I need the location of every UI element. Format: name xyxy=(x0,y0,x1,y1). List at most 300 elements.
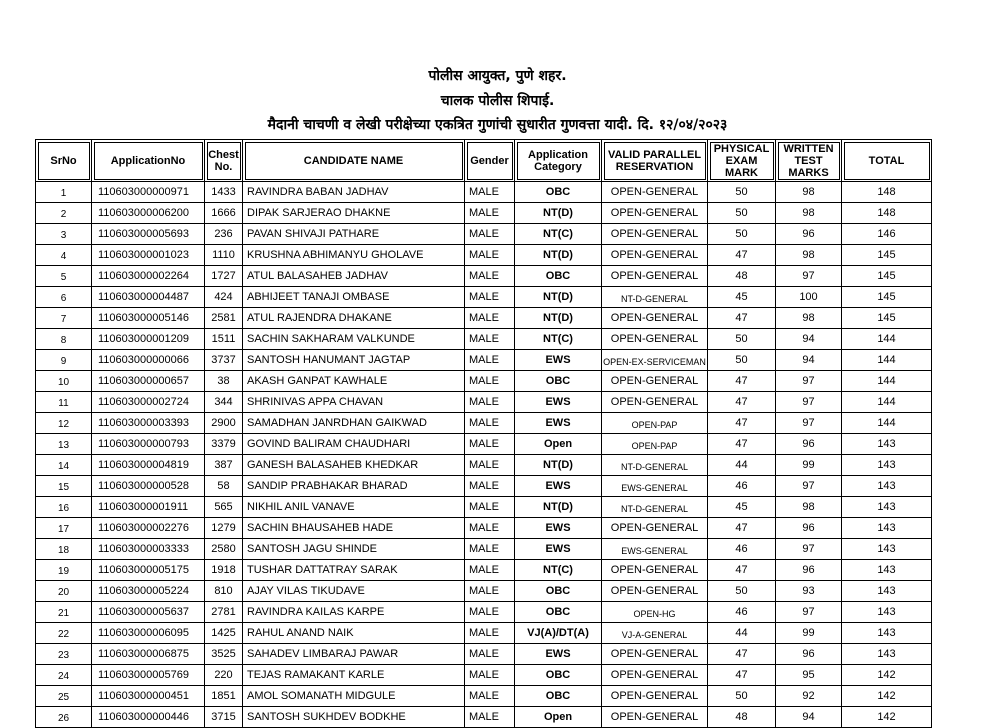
cell-chest-no: 1511 xyxy=(205,329,243,350)
cell-reservation: OPEN-GENERAL xyxy=(602,392,708,413)
cell-written-mark: 98 xyxy=(776,308,842,329)
cell-gender: MALE xyxy=(465,434,515,455)
cell-category: NT(C) xyxy=(515,224,602,245)
cell-physical-mark: 47 xyxy=(708,371,776,392)
cell-candidate-name: RAHUL ANAND NAIK xyxy=(243,623,465,644)
cell-physical-mark: 50 xyxy=(708,686,776,707)
cell-total: 143 xyxy=(842,644,932,665)
cell-gender: MALE xyxy=(465,392,515,413)
cell-application-no: 110603000005224 xyxy=(92,581,205,602)
cell-gender: MALE xyxy=(465,224,515,245)
cell-candidate-name: ATUL RAJENDRA DHAKANE xyxy=(243,308,465,329)
cell-physical-mark: 44 xyxy=(708,455,776,476)
cell-written-mark: 97 xyxy=(776,392,842,413)
cell-srno: 16 xyxy=(36,497,92,518)
cell-srno: 18 xyxy=(36,539,92,560)
cell-reservation: OPEN-GENERAL xyxy=(602,182,708,203)
cell-total: 142 xyxy=(842,686,932,707)
cell-gender: MALE xyxy=(465,539,515,560)
cell-reservation: OPEN-GENERAL xyxy=(602,329,708,350)
cell-gender: MALE xyxy=(465,266,515,287)
cell-category: OBC xyxy=(515,665,602,686)
cell-chest-no: 1425 xyxy=(205,623,243,644)
cell-candidate-name: AKASH GANPAT KAWHALE xyxy=(243,371,465,392)
cell-chest-no: 2581 xyxy=(205,308,243,329)
cell-physical-mark: 47 xyxy=(708,560,776,581)
cell-candidate-name: TUSHAR DATTATRAY SARAK xyxy=(243,560,465,581)
cell-written-mark: 93 xyxy=(776,581,842,602)
cell-application-no: 110603000000657 xyxy=(92,371,205,392)
cell-candidate-name: SANTOSH SUKHDEV BODKHE xyxy=(243,707,465,728)
cell-physical-mark: 48 xyxy=(708,266,776,287)
cell-application-no: 110603000000446 xyxy=(92,707,205,728)
cell-written-mark: 97 xyxy=(776,266,842,287)
cell-physical-mark: 45 xyxy=(708,287,776,308)
cell-application-no: 110603000000528 xyxy=(92,476,205,497)
cell-total: 148 xyxy=(842,182,932,203)
cell-gender: MALE xyxy=(465,497,515,518)
col-header-category: Application Category xyxy=(515,140,602,182)
cell-srno: 7 xyxy=(36,308,92,329)
cell-total: 143 xyxy=(842,455,932,476)
cell-application-no: 110603000004819 xyxy=(92,455,205,476)
cell-srno: 20 xyxy=(36,581,92,602)
cell-physical-mark: 47 xyxy=(708,518,776,539)
cell-candidate-name: SHRINIVAS APPA CHAVAN xyxy=(243,392,465,413)
cell-application-no: 110603000003393 xyxy=(92,413,205,434)
cell-chest-no: 344 xyxy=(205,392,243,413)
cell-reservation: OPEN-GENERAL xyxy=(602,665,708,686)
cell-category: OBC xyxy=(515,602,602,623)
col-header-reservation: VALID PARALLEL RESERVATION xyxy=(602,140,708,182)
cell-category: Open xyxy=(515,434,602,455)
cell-written-mark: 96 xyxy=(776,560,842,581)
cell-chest-no: 1110 xyxy=(205,245,243,266)
cell-chest-no: 3525 xyxy=(205,644,243,665)
table-row xyxy=(36,266,932,287)
cell-written-mark: 94 xyxy=(776,329,842,350)
cell-candidate-name: SACHIN SAKHARAM VALKUNDE xyxy=(243,329,465,350)
cell-category: NT(D) xyxy=(515,245,602,266)
cell-application-no: 110603000002276 xyxy=(92,518,205,539)
cell-category: OBC xyxy=(515,266,602,287)
cell-candidate-name: SAHADEV LIMBARAJ PAWAR xyxy=(243,644,465,665)
cell-total: 144 xyxy=(842,350,932,371)
table-row xyxy=(36,581,932,602)
cell-chest-no: 3715 xyxy=(205,707,243,728)
cell-physical-mark: 50 xyxy=(708,224,776,245)
cell-reservation: OPEN-GENERAL xyxy=(602,560,708,581)
cell-candidate-name: SAMADHAN JANRDHAN GAIKWAD xyxy=(243,413,465,434)
cell-total: 145 xyxy=(842,245,932,266)
cell-physical-mark: 48 xyxy=(708,707,776,728)
cell-candidate-name: SANTOSH JAGU SHINDE xyxy=(243,539,465,560)
cell-application-no: 110603000005637 xyxy=(92,602,205,623)
cell-chest-no: 2781 xyxy=(205,602,243,623)
cell-candidate-name: SACHIN BHAUSAHEB HADE xyxy=(243,518,465,539)
merit-list-table xyxy=(35,139,932,728)
cell-written-mark: 97 xyxy=(776,602,842,623)
cell-total: 143 xyxy=(842,497,932,518)
cell-category: NT(D) xyxy=(515,455,602,476)
cell-reservation: OPEN-GENERAL xyxy=(602,686,708,707)
cell-gender: MALE xyxy=(465,665,515,686)
cell-gender: MALE xyxy=(465,455,515,476)
table-row xyxy=(36,392,932,413)
post-title: चालक पोलीस शिपाई. xyxy=(440,93,555,109)
cell-application-no: 110603000001023 xyxy=(92,245,205,266)
cell-reservation: OPEN-HG xyxy=(602,602,708,623)
table-header-row xyxy=(36,140,932,182)
cell-category: NT(D) xyxy=(515,203,602,224)
cell-reservation: OPEN-GENERAL xyxy=(602,308,708,329)
table-row xyxy=(36,665,932,686)
cell-gender: MALE xyxy=(465,476,515,497)
cell-srno: 26 xyxy=(36,707,92,728)
cell-application-no: 110603000005693 xyxy=(92,224,205,245)
cell-chest-no: 3379 xyxy=(205,434,243,455)
cell-reservation: VJ-A-GENERAL xyxy=(602,623,708,644)
cell-physical-mark: 50 xyxy=(708,203,776,224)
cell-reservation: NT-D-GENERAL xyxy=(602,455,708,476)
cell-gender: MALE xyxy=(465,518,515,539)
table-row xyxy=(36,287,932,308)
cell-total: 144 xyxy=(842,392,932,413)
cell-written-mark: 97 xyxy=(776,539,842,560)
col-header-written-mark: WRITTEN TEST MARKS xyxy=(776,140,842,182)
cell-srno: 10 xyxy=(36,371,92,392)
cell-physical-mark: 47 xyxy=(708,392,776,413)
cell-physical-mark: 47 xyxy=(708,665,776,686)
cell-written-mark: 98 xyxy=(776,497,842,518)
cell-physical-mark: 47 xyxy=(708,413,776,434)
cell-reservation: OPEN-GENERAL xyxy=(602,245,708,266)
cell-application-no: 110603000005146 xyxy=(92,308,205,329)
cell-gender: MALE xyxy=(465,245,515,266)
col-header-srno: SrNo xyxy=(36,140,92,182)
cell-category: EWS xyxy=(515,539,602,560)
cell-total: 144 xyxy=(842,371,932,392)
cell-application-no: 110603000003333 xyxy=(92,539,205,560)
cell-category: OBC xyxy=(515,581,602,602)
cell-srno: 21 xyxy=(36,602,92,623)
cell-reservation: OPEN-GENERAL xyxy=(602,644,708,665)
cell-gender: MALE xyxy=(465,602,515,623)
table-row xyxy=(36,203,932,224)
cell-physical-mark: 50 xyxy=(708,182,776,203)
table-row xyxy=(36,350,932,371)
cell-written-mark: 96 xyxy=(776,224,842,245)
table-row xyxy=(36,434,932,455)
cell-candidate-name: TEJAS RAMAKANT KARLE xyxy=(243,665,465,686)
cell-gender: MALE xyxy=(465,413,515,434)
cell-category: EWS xyxy=(515,350,602,371)
cell-srno: 3 xyxy=(36,224,92,245)
cell-written-mark: 99 xyxy=(776,455,842,476)
table-row xyxy=(36,497,932,518)
col-header-physical-mark: PHYSICAL EXAM MARK xyxy=(708,140,776,182)
cell-written-mark: 97 xyxy=(776,476,842,497)
cell-category: VJ(A)/DT(A) xyxy=(515,623,602,644)
cell-category: OBC xyxy=(515,182,602,203)
cell-reservation: NT-D-GENERAL xyxy=(602,497,708,518)
cell-total: 143 xyxy=(842,560,932,581)
table-row xyxy=(36,182,932,203)
table-row xyxy=(36,560,932,581)
col-header-total: TOTAL xyxy=(842,140,932,182)
cell-total: 143 xyxy=(842,434,932,455)
cell-reservation: OPEN-GENERAL xyxy=(602,224,708,245)
cell-written-mark: 99 xyxy=(776,623,842,644)
cell-total: 145 xyxy=(842,266,932,287)
office-title: पोलीस आयुक्त, पुणे शहर. xyxy=(428,68,567,84)
col-header-chest-no: Chest No. xyxy=(205,140,243,182)
cell-total: 144 xyxy=(842,329,932,350)
table-row xyxy=(36,644,932,665)
cell-srno: 17 xyxy=(36,518,92,539)
cell-written-mark: 97 xyxy=(776,371,842,392)
cell-written-mark: 96 xyxy=(776,644,842,665)
table-row xyxy=(36,623,932,644)
cell-written-mark: 96 xyxy=(776,518,842,539)
cell-gender: MALE xyxy=(465,182,515,203)
cell-candidate-name: AJAY VILAS TIKUDAVE xyxy=(243,581,465,602)
cell-written-mark: 96 xyxy=(776,434,842,455)
cell-chest-no: 810 xyxy=(205,581,243,602)
cell-candidate-name: RAVINDRA KAILAS KARPE xyxy=(243,602,465,623)
cell-total: 143 xyxy=(842,476,932,497)
cell-physical-mark: 47 xyxy=(708,434,776,455)
cell-application-no: 110603000000971 xyxy=(92,182,205,203)
cell-srno: 2 xyxy=(36,203,92,224)
cell-candidate-name: GOVIND BALIRAM CHAUDHARI xyxy=(243,434,465,455)
cell-reservation: NT-D-GENERAL xyxy=(602,287,708,308)
cell-category: EWS xyxy=(515,644,602,665)
cell-srno: 24 xyxy=(36,665,92,686)
cell-chest-no: 1433 xyxy=(205,182,243,203)
cell-gender: MALE xyxy=(465,581,515,602)
table-row xyxy=(36,518,932,539)
cell-chest-no: 3737 xyxy=(205,350,243,371)
cell-srno: 25 xyxy=(36,686,92,707)
cell-chest-no: 424 xyxy=(205,287,243,308)
cell-srno: 5 xyxy=(36,266,92,287)
cell-candidate-name: KRUSHNA ABHIMANYU GHOLAVE xyxy=(243,245,465,266)
cell-gender: MALE xyxy=(465,350,515,371)
cell-application-no: 110603000000066 xyxy=(92,350,205,371)
cell-candidate-name: RAVINDRA BABAN JADHAV xyxy=(243,182,465,203)
table-row xyxy=(36,371,932,392)
cell-gender: MALE xyxy=(465,329,515,350)
cell-srno: 11 xyxy=(36,392,92,413)
cell-srno: 14 xyxy=(36,455,92,476)
cell-total: 143 xyxy=(842,623,932,644)
cell-candidate-name: GANESH BALASAHEB KHEDKAR xyxy=(243,455,465,476)
cell-physical-mark: 46 xyxy=(708,476,776,497)
table-body xyxy=(36,182,932,728)
cell-gender: MALE xyxy=(465,623,515,644)
cell-gender: MALE xyxy=(465,287,515,308)
cell-category: NT(D) xyxy=(515,308,602,329)
cell-category: EWS xyxy=(515,518,602,539)
cell-reservation: OPEN-PAP xyxy=(602,434,708,455)
cell-physical-mark: 46 xyxy=(708,539,776,560)
cell-chest-no: 1851 xyxy=(205,686,243,707)
cell-candidate-name: ABHIJEET TANAJI OMBASE xyxy=(243,287,465,308)
cell-chest-no: 236 xyxy=(205,224,243,245)
cell-application-no: 110603000001209 xyxy=(92,329,205,350)
cell-srno: 4 xyxy=(36,245,92,266)
cell-gender: MALE xyxy=(465,686,515,707)
cell-total: 144 xyxy=(842,413,932,434)
cell-chest-no: 1727 xyxy=(205,266,243,287)
cell-candidate-name: PAVAN SHIVAJI PATHARE xyxy=(243,224,465,245)
cell-reservation: OPEN-GENERAL xyxy=(602,203,708,224)
cell-gender: MALE xyxy=(465,707,515,728)
cell-reservation: EWS-GENERAL xyxy=(602,476,708,497)
cell-reservation: EWS-GENERAL xyxy=(602,539,708,560)
cell-srno: 15 xyxy=(36,476,92,497)
cell-category: NT(C) xyxy=(515,560,602,581)
cell-total: 143 xyxy=(842,581,932,602)
cell-written-mark: 97 xyxy=(776,413,842,434)
cell-written-mark: 98 xyxy=(776,182,842,203)
table-row xyxy=(36,224,932,245)
cell-physical-mark: 45 xyxy=(708,497,776,518)
cell-candidate-name: NIKHIL ANIL VANAVE xyxy=(243,497,465,518)
table-row xyxy=(36,476,932,497)
table-row xyxy=(36,707,932,728)
cell-total: 142 xyxy=(842,707,932,728)
cell-chest-no: 565 xyxy=(205,497,243,518)
cell-srno: 22 xyxy=(36,623,92,644)
cell-written-mark: 94 xyxy=(776,707,842,728)
cell-srno: 6 xyxy=(36,287,92,308)
cell-srno: 23 xyxy=(36,644,92,665)
cell-gender: MALE xyxy=(465,203,515,224)
cell-application-no: 110603000006875 xyxy=(92,644,205,665)
cell-physical-mark: 50 xyxy=(708,350,776,371)
table-row xyxy=(36,455,932,476)
col-header-gender: Gender xyxy=(465,140,515,182)
cell-candidate-name: DIPAK SARJERAO DHAKNE xyxy=(243,203,465,224)
cell-candidate-name: AMOL SOMANATH MIDGULE xyxy=(243,686,465,707)
cell-reservation: OPEN-GENERAL xyxy=(602,518,708,539)
table-row xyxy=(36,602,932,623)
cell-category: EWS xyxy=(515,476,602,497)
table-row xyxy=(36,329,932,350)
cell-total: 145 xyxy=(842,308,932,329)
cell-candidate-name: SANTOSH HANUMANT JAGTAP xyxy=(243,350,465,371)
cell-srno: 1 xyxy=(36,182,92,203)
cell-physical-mark: 50 xyxy=(708,329,776,350)
cell-written-mark: 98 xyxy=(776,245,842,266)
cell-application-no: 110603000004487 xyxy=(92,287,205,308)
cell-physical-mark: 44 xyxy=(708,623,776,644)
cell-total: 142 xyxy=(842,665,932,686)
cell-total: 143 xyxy=(842,539,932,560)
cell-category: NT(D) xyxy=(515,497,602,518)
cell-reservation: OPEN-PAP xyxy=(602,413,708,434)
cell-chest-no: 220 xyxy=(205,665,243,686)
cell-srno: 8 xyxy=(36,329,92,350)
cell-chest-no: 1279 xyxy=(205,518,243,539)
table-row xyxy=(36,539,932,560)
cell-srno: 19 xyxy=(36,560,92,581)
cell-category: NT(C) xyxy=(515,329,602,350)
col-header-application-no: ApplicationNo xyxy=(92,140,205,182)
cell-gender: MALE xyxy=(465,308,515,329)
cell-gender: MALE xyxy=(465,371,515,392)
cell-physical-mark: 47 xyxy=(708,644,776,665)
cell-application-no: 110603000005175 xyxy=(92,560,205,581)
cell-chest-no: 2580 xyxy=(205,539,243,560)
cell-chest-no: 387 xyxy=(205,455,243,476)
cell-application-no: 110603000006095 xyxy=(92,623,205,644)
cell-reservation: OPEN-GENERAL xyxy=(602,371,708,392)
cell-physical-mark: 46 xyxy=(708,602,776,623)
cell-reservation: OPEN-GENERAL xyxy=(602,707,708,728)
cell-gender: MALE xyxy=(465,560,515,581)
cell-total: 143 xyxy=(842,602,932,623)
cell-candidate-name: SANDIP PRABHAKAR BHARAD xyxy=(243,476,465,497)
cell-chest-no: 2900 xyxy=(205,413,243,434)
cell-category: Open xyxy=(515,707,602,728)
cell-chest-no: 1666 xyxy=(205,203,243,224)
cell-category: OBC xyxy=(515,371,602,392)
cell-written-mark: 95 xyxy=(776,665,842,686)
cell-application-no: 110603000002264 xyxy=(92,266,205,287)
cell-reservation: OPEN-GENERAL xyxy=(602,266,708,287)
cell-application-no: 110603000000793 xyxy=(92,434,205,455)
cell-application-no: 110603000006200 xyxy=(92,203,205,224)
cell-srno: 12 xyxy=(36,413,92,434)
cell-chest-no: 38 xyxy=(205,371,243,392)
cell-reservation: OPEN-EX-SERVICEMAN xyxy=(602,350,708,371)
cell-category: EWS xyxy=(515,392,602,413)
cell-physical-mark: 47 xyxy=(708,245,776,266)
table-row xyxy=(36,245,932,266)
list-title: मैदानी चाचणी व लेखी परीक्षेच्या एकत्रित गुणांची सुधारीत गुणवत्ता यादी. दि. १२/०४/२०२३ xyxy=(267,117,728,133)
cell-application-no: 110603000001911 xyxy=(92,497,205,518)
cell-written-mark: 98 xyxy=(776,203,842,224)
cell-application-no: 110603000005769 xyxy=(92,665,205,686)
cell-reservation: OPEN-GENERAL xyxy=(602,581,708,602)
table-row xyxy=(36,686,932,707)
cell-candidate-name: ATUL BALASAHEB JADHAV xyxy=(243,266,465,287)
cell-application-no: 110603000002724 xyxy=(92,392,205,413)
cell-category: OBC xyxy=(515,686,602,707)
cell-total: 146 xyxy=(842,224,932,245)
cell-category: EWS xyxy=(515,413,602,434)
cell-written-mark: 94 xyxy=(776,350,842,371)
cell-total: 145 xyxy=(842,287,932,308)
cell-physical-mark: 50 xyxy=(708,581,776,602)
cell-written-mark: 92 xyxy=(776,686,842,707)
cell-total: 143 xyxy=(842,518,932,539)
cell-chest-no: 1918 xyxy=(205,560,243,581)
col-header-candidate-name: CANDIDATE NAME xyxy=(243,140,465,182)
cell-gender: MALE xyxy=(465,644,515,665)
cell-total: 148 xyxy=(842,203,932,224)
table-row xyxy=(36,308,932,329)
cell-physical-mark: 47 xyxy=(708,308,776,329)
cell-srno: 13 xyxy=(36,434,92,455)
table-row xyxy=(36,413,932,434)
cell-written-mark: 100 xyxy=(776,287,842,308)
cell-chest-no: 58 xyxy=(205,476,243,497)
cell-application-no: 110603000000451 xyxy=(92,686,205,707)
